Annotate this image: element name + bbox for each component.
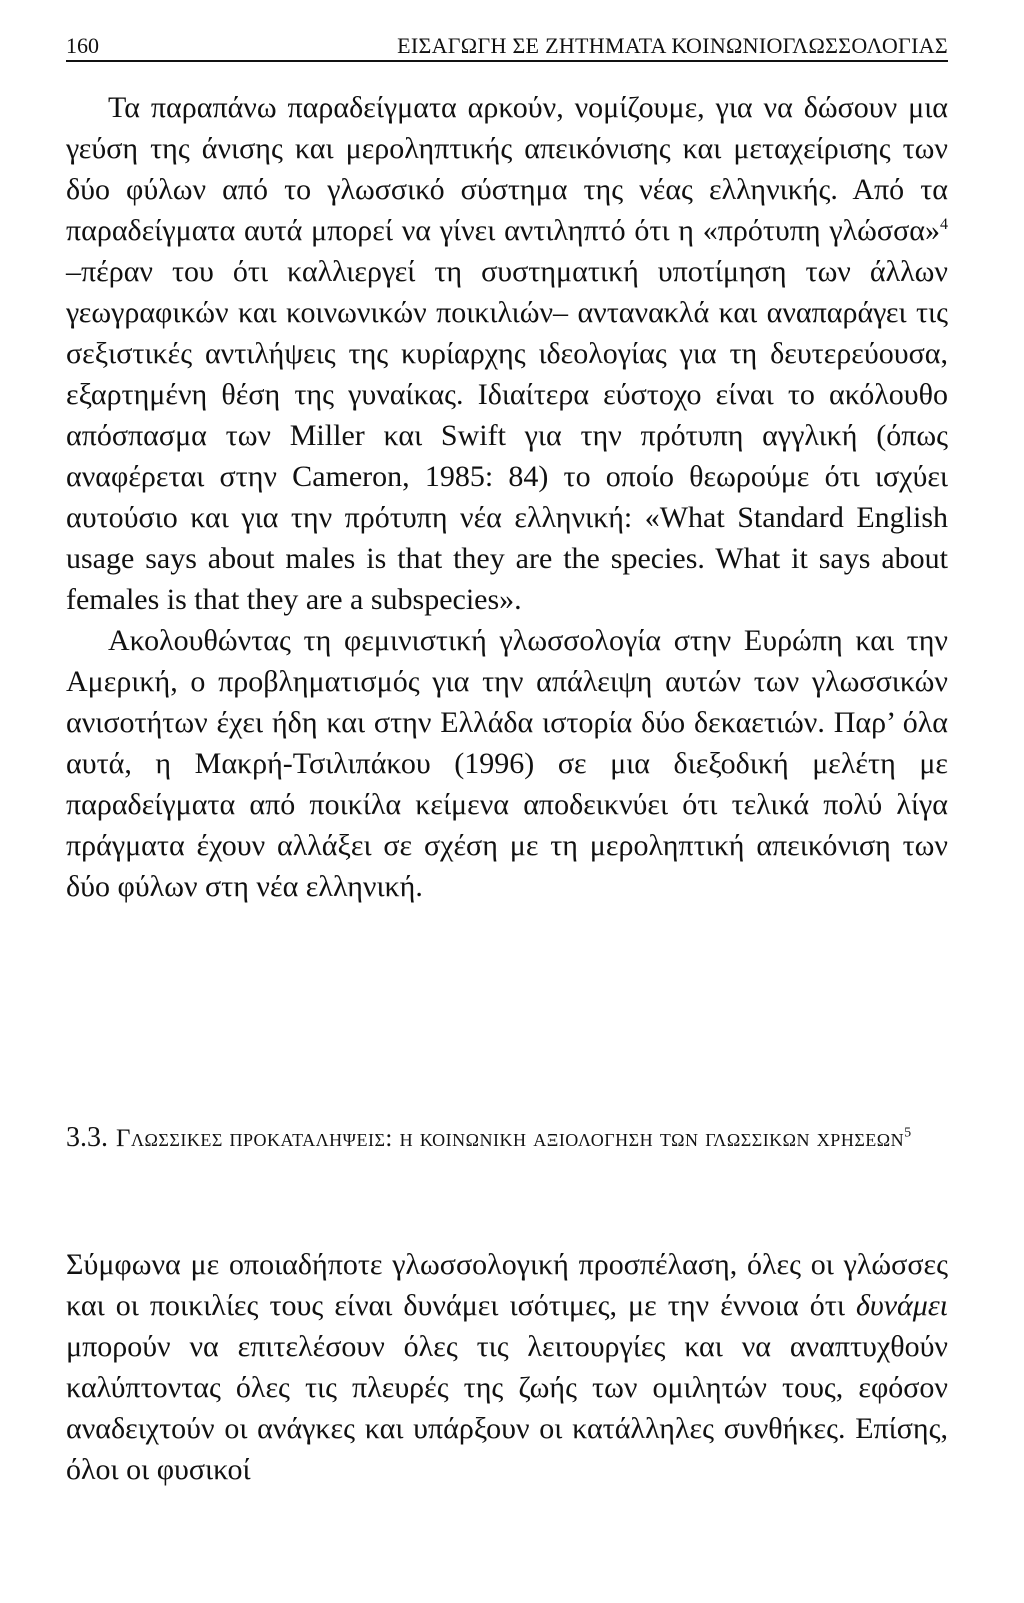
running-title: ΕΙΣΑΓΩΓΗ ΣΕ ΖΗΤΗΜΑΤΑ ΚΟΙΝΩΝΙΟΓΛΩΣΣΟΛΟΓΙΑΣ xyxy=(397,33,948,58)
section-text xyxy=(66,1244,948,1490)
footnote-ref-4[interactable]: 4 xyxy=(940,216,948,233)
paragraph-1 xyxy=(66,87,948,620)
paragraph-1-part-1: Τα παραπάνω παραδείγματα αρκούν, νομίζουμε, για να δώσουν μια γεύση της άνισης και μεροληπτικής απεικόνισης και μεταχείρισης των δύο φύλων από το γλωσσικό σύστημα της νέας ελληνικής. Από τα παραδείγματα αυτά μπορεί να γίνει αντιληπτό ότι η «πρότυπη γλώσσα» xyxy=(66,91,948,247)
paragraph-3-emphasis: δυνάμει xyxy=(856,1289,948,1322)
footnote-ref-5[interactable]: 5 xyxy=(904,1125,912,1141)
section-number: 3.3. xyxy=(66,1122,108,1153)
paragraph-3-part-2: μπορούν να επιτελέσουν όλες τις λειτουργίες και να αναπτυχθούν καλύπτοντας όλες τις πλευρές της ζωής των ομιλητών τους, εφόσον αναδειχτούν οι ανάγκες και υπάρξουν οι κατάλληλες συνθήκες. Επίσης, όλοι οι φυσικοί xyxy=(66,1330,948,1486)
main-text xyxy=(66,87,948,907)
section-title: Γλωσσικες προκαταληψεις: η κοινωνικη αξιολογηση των γλωσσικων χρησεων xyxy=(116,1125,905,1152)
running-header xyxy=(66,30,948,62)
page-number: 160 xyxy=(66,33,99,58)
paragraph-3-part-1: Σύμφωνα με οποιαδήποτε γλωσσολογική προσπέλαση, όλες οι γλώσσες και οι ποικιλίες τους είναι δυνάμει ισότιμες, με την έννοια ότι xyxy=(66,1248,948,1322)
paragraph-3 xyxy=(66,1244,948,1490)
paragraph-2: Ακολουθώντας τη φεμινιστική γλωσσολογία στην Ευρώπη και την Αμερική, ο προβληματισμός για την απάλειψη αυτών των γλωσσικών ανισοτήτων έχει ήδη και στην Ελλάδα ιστορία δύο δεκαετιών. Παρ’ όλα αυτά, η Μακρή-Τσιλιπάκου (1996) σε μια διεξοδική μελέτη με παραδείγματα από ποικίλα κείμενα αποδεικνύει ότι τελικά πολύ λίγα πράγματα έχουν αλλάξει σε σχέση με τη μεροληπτική απεικόνιση των δύο φύλων στη νέα ελληνική. xyxy=(66,624,948,903)
section-heading xyxy=(66,1117,948,1160)
paragraph-1-part-2: –πέραν του ότι καλλιεργεί τη συστηματική υποτίμηση των άλλων γεωγραφικών και κοινωνικών ποικιλιών– αντανακλά και αναπαράγει τις σεξιστικές αντιλήψεις της κυρίαρχης ιδεολογίας για τη δευτερεύουσα, εξαρτημένη θέση της γυναίκας. Ιδιαίτερα εύστοχο είναι το ακόλουθο απόσπασμα των Miller και Swift για την πρότυπη αγγλική (όπως αναφέρεται στην Cameron, 1985: 84) το οποίο θεωρούμε ότι ισχύει αυτούσιο και για την πρότυπη νέα ελληνική: «What Standard English usage says about males is that they are the species. What it says about females is that they are a subspecies». xyxy=(66,255,948,616)
